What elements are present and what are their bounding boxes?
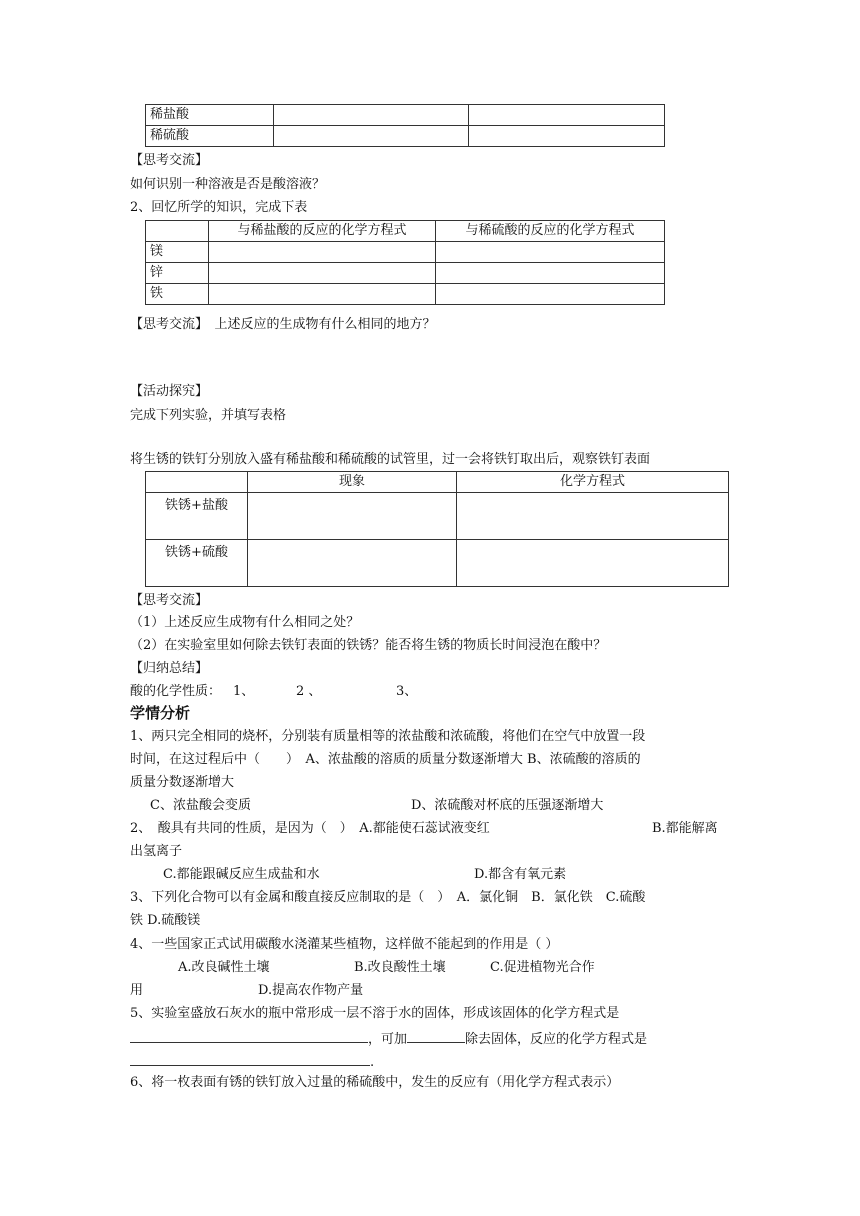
summary-item-2: 2 、 xyxy=(296,684,322,699)
header-cell: 化学方程式 xyxy=(457,472,729,493)
question-2-option-b: B.都能解离 xyxy=(652,821,718,836)
question-5-line-3 xyxy=(130,1051,374,1072)
table-cell[interactable] xyxy=(209,284,436,305)
table-row xyxy=(146,493,729,540)
question-2-line-1: 2、 酸具有共同的性质，是因为（ ） A.都能使石蕊试液变红 xyxy=(130,821,490,836)
question-4-line-3: 用 xyxy=(130,983,144,998)
think-heading: 【思考交流】 xyxy=(130,153,209,168)
metal-reaction-table xyxy=(145,220,665,305)
table-cell[interactable] xyxy=(457,493,729,540)
question-1-line-3: 质量分数逐渐增大 xyxy=(130,775,235,790)
question-3-line-1: 3、下列化合物可以有金属和酸直接反应制取的是（ ） A．氯化铜 B．氯化铁 C.硫酸 xyxy=(130,890,646,905)
question-4-line-1: 4、一些国家正式试用碳酸水浇灌某些植物，这样做不能起到的作用是（ ） xyxy=(130,937,559,952)
answer-blank[interactable] xyxy=(130,1051,370,1066)
table-row xyxy=(146,105,665,126)
task-2-instruction: 2、回忆所学的知识，完成下表 xyxy=(130,200,308,215)
table-cell[interactable] xyxy=(248,493,457,540)
question-5-line-2 xyxy=(130,1028,647,1049)
question-4-option-d: D.提高农作物产量 xyxy=(258,983,364,998)
table-row xyxy=(146,242,665,263)
table-header-row xyxy=(146,221,665,242)
summary-item-1: 1、 xyxy=(233,684,255,699)
activity-procedure: 将生锈的铁钉分别放入盛有稀盐酸和稀硫酸的试管里，过一会将铁钉取出后，观察铁钉表面 xyxy=(130,452,651,467)
question-5-line-1: 5、实验室盛放石灰水的瓶中常形成一层不溶于水的固体，形成该固体的化学方程式是 xyxy=(130,1006,620,1021)
analysis-title: 学情分析 xyxy=(130,704,191,722)
table-cell[interactable] xyxy=(436,263,665,284)
header-cell: 现象 xyxy=(248,472,457,493)
question-4-option-a: A.改良碱性土壤 xyxy=(178,960,270,975)
answer-blank[interactable] xyxy=(130,1028,368,1043)
question-1-option-c: C、浓盐酸会变质 xyxy=(150,798,251,813)
question-5-end: . xyxy=(370,1055,375,1070)
think-question-3-1: （1）上述反应生成物有什么相同之处？ xyxy=(130,615,360,630)
summary-heading: 【归纳总结】 xyxy=(130,661,209,676)
table-cell[interactable] xyxy=(209,242,436,263)
table-cell[interactable] xyxy=(274,105,469,126)
table-row xyxy=(146,540,729,587)
question-3-line-2: 铁 D.硫酸镁 xyxy=(130,913,201,928)
question-1-line-1: 1、两只完全相同的烧杯，分别装有质量相等的浓盐酸和浓硫酸，将他们在空气中放置一段 xyxy=(130,729,646,744)
question-4-option-c: C.促进植物光合作 xyxy=(490,960,595,975)
think-question-2: 【思考交流】 上述反应的生成物有什么相同的地方？ xyxy=(130,317,436,332)
row-label: 锌 xyxy=(146,263,209,284)
row-label: 铁锈+硫酸 xyxy=(146,540,248,587)
think-question: 如何识别一种溶液是否是酸溶液？ xyxy=(130,177,326,192)
summary-item-3: 3、 xyxy=(396,684,418,699)
table-cell[interactable] xyxy=(457,540,729,587)
header-cell: 与稀硫酸的反应的化学方程式 xyxy=(436,221,665,242)
row-label: 稀盐酸 xyxy=(146,105,274,126)
row-label: 稀硫酸 xyxy=(146,126,274,147)
question-5-mid-2: 除去固体，反应的化学方程式是 xyxy=(465,1032,648,1047)
table-cell[interactable] xyxy=(469,105,665,126)
table-cell[interactable] xyxy=(209,263,436,284)
summary-label: 酸的化学性质： xyxy=(130,684,222,699)
answer-blank[interactable] xyxy=(407,1028,465,1043)
question-2-option-c: C.都能跟碱反应生成盐和水 xyxy=(163,867,320,882)
acid-properties-table xyxy=(145,104,665,147)
activity-instruction: 完成下列实验，并填写表格 xyxy=(130,408,287,423)
table-cell[interactable] xyxy=(436,242,665,263)
question-2-option-d: D.都含有氧元素 xyxy=(474,867,567,882)
question-6-line-1: 6、将一枚表面有锈的铁钉放入过量的稀硫酸中，发生的反应有（用化学方程式表示） xyxy=(130,1075,620,1090)
table-row xyxy=(146,126,665,147)
question-1-option-d: D、浓硫酸对杯底的压强逐渐增大 xyxy=(411,798,604,813)
table-cell[interactable] xyxy=(436,284,665,305)
table-cell[interactable] xyxy=(469,126,665,147)
header-cell: 与稀盐酸的反应的化学方程式 xyxy=(209,221,436,242)
table-row xyxy=(146,284,665,305)
rust-experiment-table xyxy=(145,471,729,587)
table-cell[interactable] xyxy=(248,540,457,587)
header-cell xyxy=(146,472,248,493)
row-label: 铁锈+盐酸 xyxy=(146,493,248,540)
table-row xyxy=(146,263,665,284)
think-heading-3: 【思考交流】 xyxy=(130,593,209,608)
table-header-row xyxy=(146,472,729,493)
question-1-line-2: 时间，在这过程后中（ ） A、浓盐酸的溶质的质量分数逐渐增大 B、浓硫酸的溶质的 xyxy=(130,752,641,767)
question-5-mid: ，可加 xyxy=(368,1032,408,1047)
activity-heading: 【活动探究】 xyxy=(130,384,209,399)
question-4-option-b: B.改良酸性土壤 xyxy=(354,960,446,975)
think-question-3-2: （2）在实验室里如何除去铁钉表面的铁锈？能否将生锈的物质长时间浸泡在酸中？ xyxy=(130,638,607,653)
question-2-line-2: 出氢离子 xyxy=(130,844,183,859)
table-cell[interactable] xyxy=(274,126,469,147)
row-label: 铁 xyxy=(146,284,209,305)
header-cell xyxy=(146,221,209,242)
row-label: 镁 xyxy=(146,242,209,263)
